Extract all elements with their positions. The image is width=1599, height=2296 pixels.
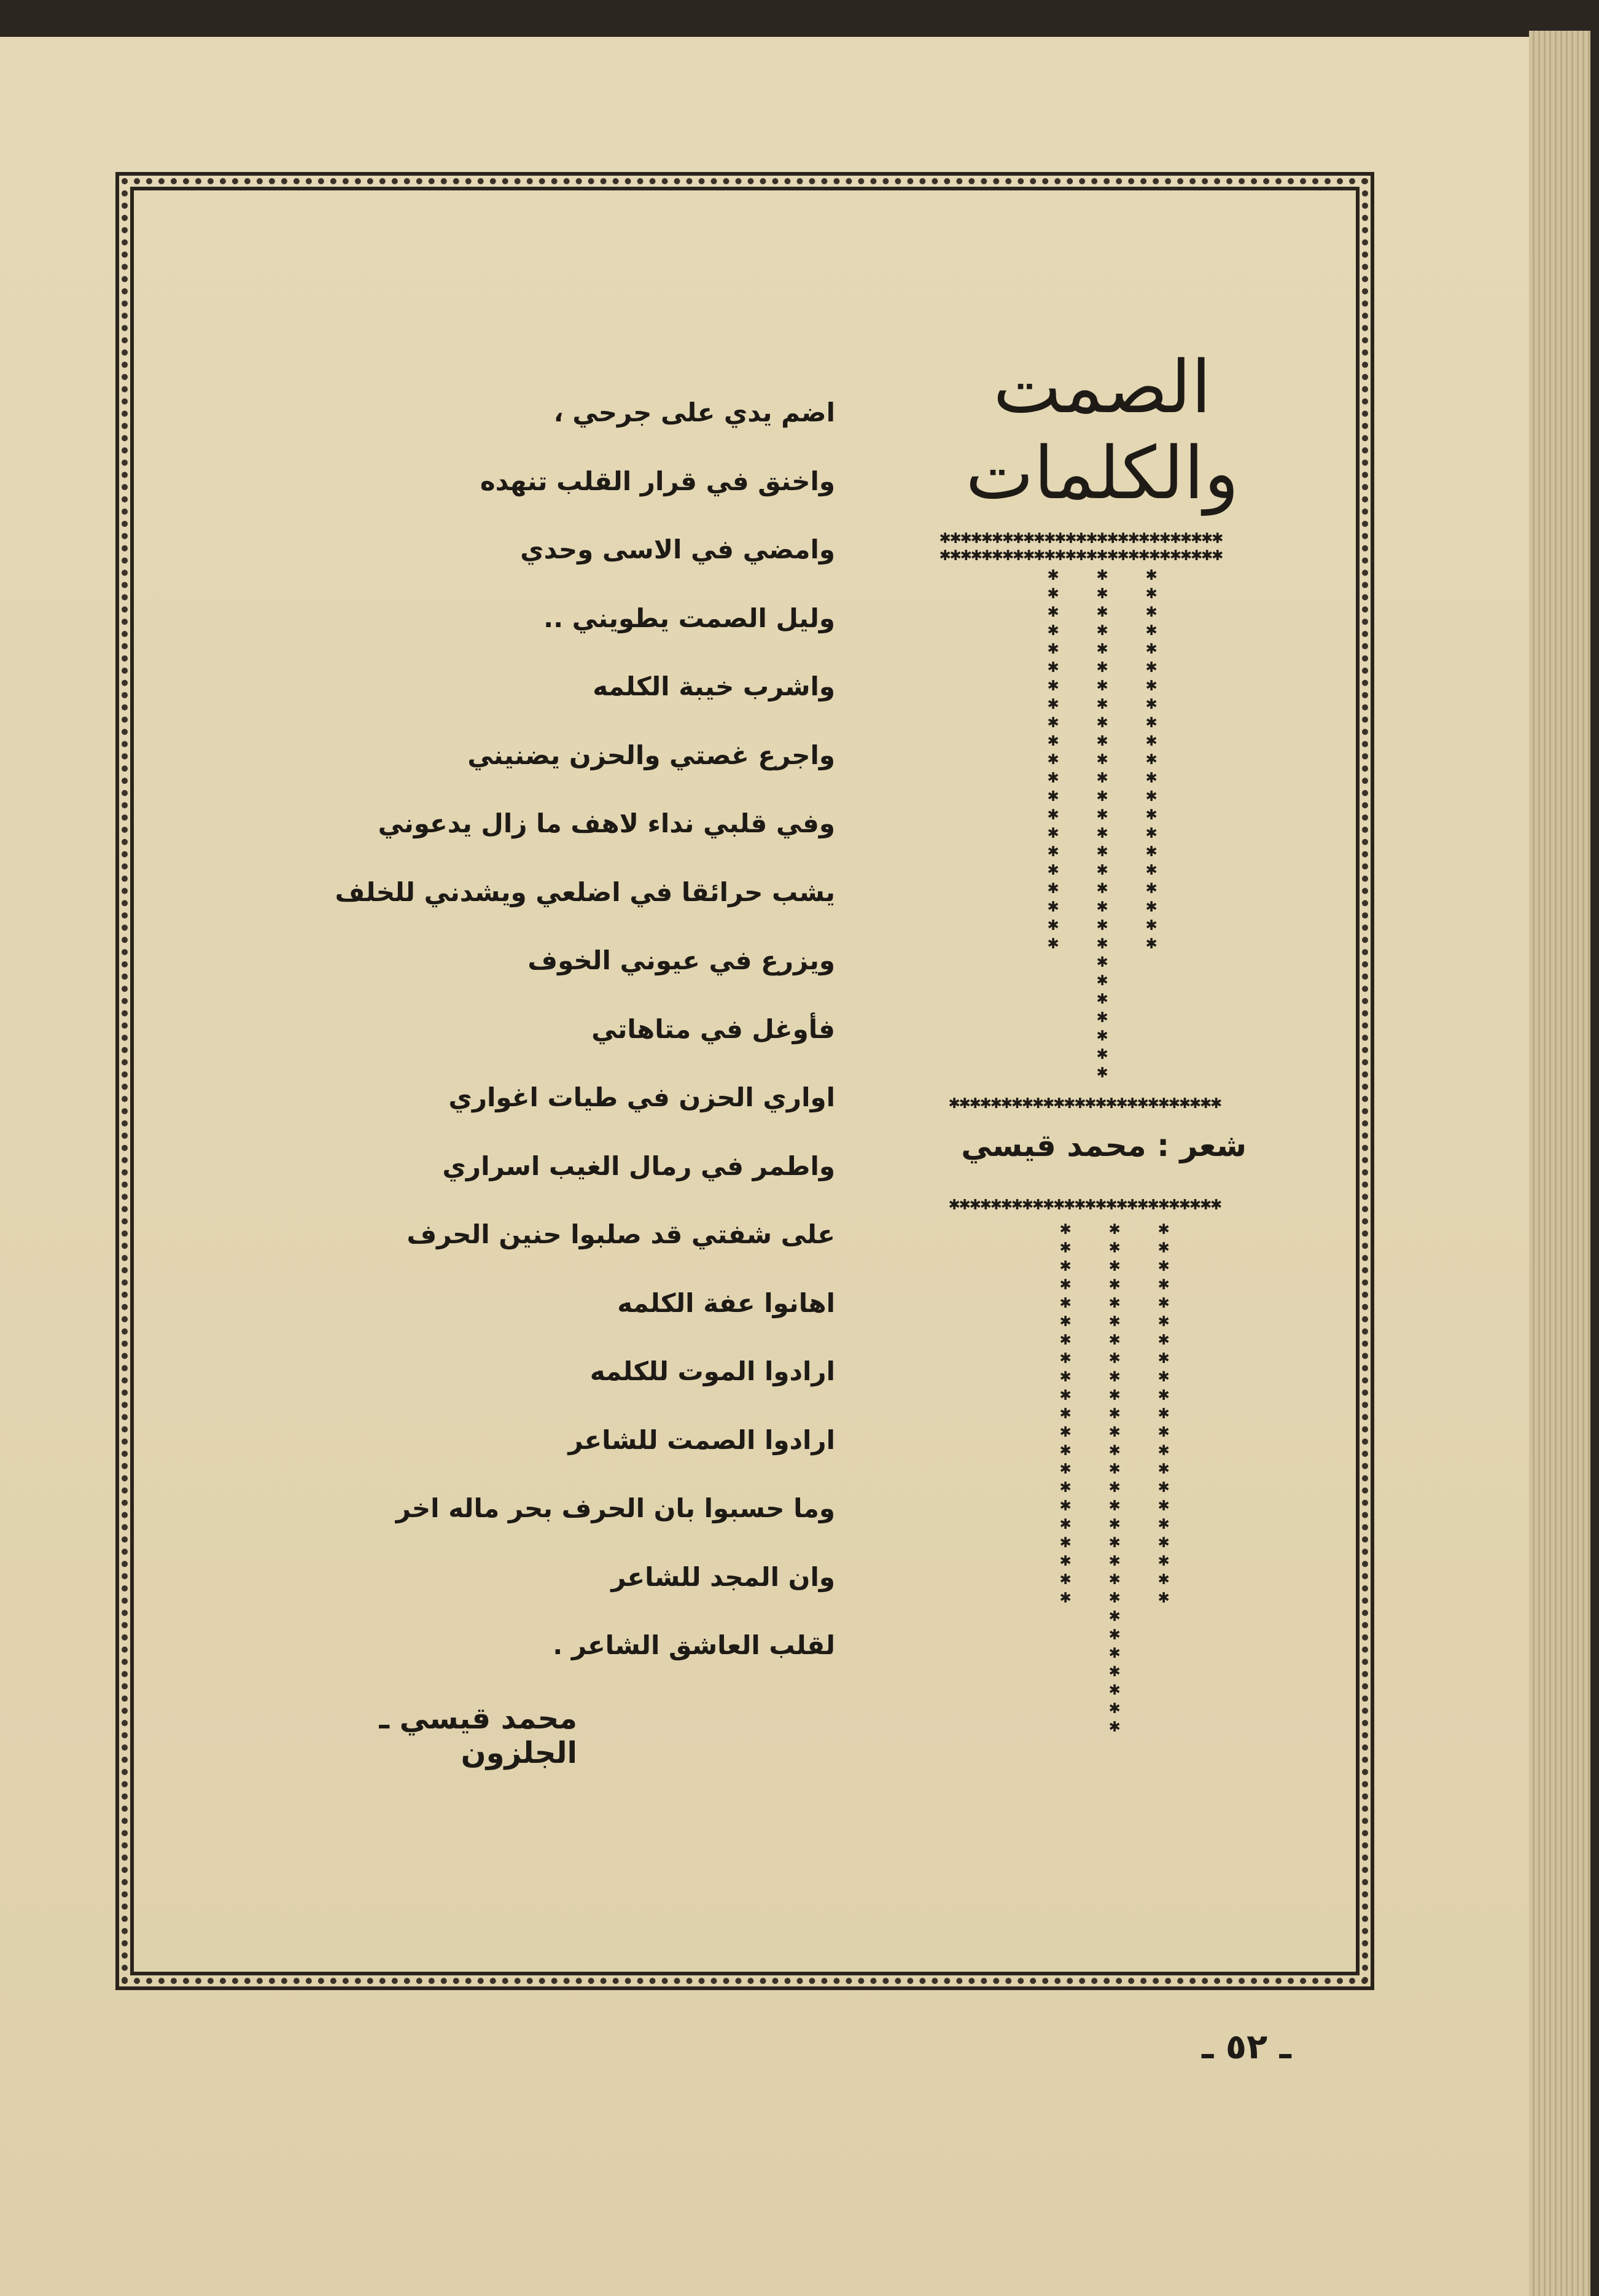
page-number: ـ ٥٢ ـ: [1202, 2027, 1291, 2067]
star-ornament-column: ✱✱✱✱✱✱✱✱✱✱✱✱✱✱✱✱✱✱✱✱✱: [1047, 563, 1059, 953]
star-ornament-column: ✱✱✱✱✱✱✱✱✱✱✱✱✱✱✱✱✱✱✱✱✱: [1157, 1217, 1170, 1607]
poem-line: اضم يدي على جرحي ،: [553, 397, 835, 428]
star-ornament-column: ✱✱✱✱✱✱✱✱✱✱✱✱✱✱✱✱✱✱✱✱✱✱✱✱✱✱✱✱: [1108, 1217, 1121, 1736]
poem-line: وان المجد للشاعر: [611, 1561, 835, 1592]
poem-line: على شفتي قد صلبوا حنين الحرف: [407, 1219, 835, 1249]
page-edge: [1529, 31, 1590, 2296]
title-line-2: والكلمات: [965, 431, 1239, 515]
poem-line: واخنق في قرار القلب تنهده: [480, 466, 835, 496]
poem-line: فأوغل في متاهاتي: [591, 1013, 835, 1044]
byline: شعر : محمد قيسي: [961, 1128, 1247, 1163]
poem-line: وما حسبوا بان الحرف بحر ماله اخر: [395, 1493, 835, 1523]
poem-line: اواري الحزن في طيات اغواري: [448, 1082, 835, 1112]
star-ornament-row: ✱✱✱✱✱✱✱✱✱✱✱✱✱✱✱✱✱✱✱✱✱✱✱✱✱✱✱: [940, 526, 1223, 548]
poem-title: [958, 344, 1247, 516]
star-ornament-row: ✱✱✱✱✱✱✱✱✱✱✱✱✱✱✱✱✱✱✱✱✱✱✱✱✱✱: [949, 1193, 1221, 1214]
poem-line: واشرب خيبة الكلمه: [593, 671, 835, 701]
star-ornament-column: ✱✱✱✱✱✱✱✱✱✱✱✱✱✱✱✱✱✱✱✱✱: [1059, 1217, 1072, 1607]
star-ornament-row: ✱✱✱✱✱✱✱✱✱✱✱✱✱✱✱✱✱✱✱✱✱✱✱✱✱✱: [949, 1091, 1221, 1113]
poem-line: واجرع غصتي والحزن يضنيني: [467, 740, 835, 770]
star-ornament-column: ✱✱✱✱✱✱✱✱✱✱✱✱✱✱✱✱✱✱✱✱✱: [1145, 563, 1157, 953]
poem-line: ارادوا الصمت للشاعر: [568, 1424, 835, 1455]
poem-line: يشب حرائقا في اضلعي ويشدني للخلف: [335, 877, 835, 907]
poem-body: [319, 388, 835, 1690]
title-line-1: الصمت: [993, 345, 1212, 429]
poem-line: لقلب العاشق الشاعر .: [553, 1630, 835, 1660]
poem-line: ارادوا الموت للكلمه: [589, 1356, 835, 1386]
poem-line: اهانوا عفة الكلمه: [617, 1287, 835, 1318]
poem-line: وفي قلبي نداء لاهف ما زال يدعوني: [378, 808, 835, 838]
poem-line: ويزرع في عيوني الخوف: [527, 945, 835, 975]
star-ornament-row: ✱✱✱✱✱✱✱✱✱✱✱✱✱✱✱✱✱✱✱✱✱✱✱✱✱✱✱: [940, 544, 1223, 565]
star-ornament-column: ✱✱✱✱✱✱✱✱✱✱✱✱✱✱✱✱✱✱✱✱✱✱✱✱✱✱✱✱: [1096, 563, 1108, 1082]
poem-line: واطمر في رمال الغيب اسراري: [442, 1150, 835, 1181]
poem-line: وليل الصمت يطويني ..: [543, 603, 835, 633]
signature: محمد قيسي ـ الجلزون: [379, 1701, 577, 1770]
poem-line: وامضي في الاسى وحدي: [520, 534, 835, 564]
